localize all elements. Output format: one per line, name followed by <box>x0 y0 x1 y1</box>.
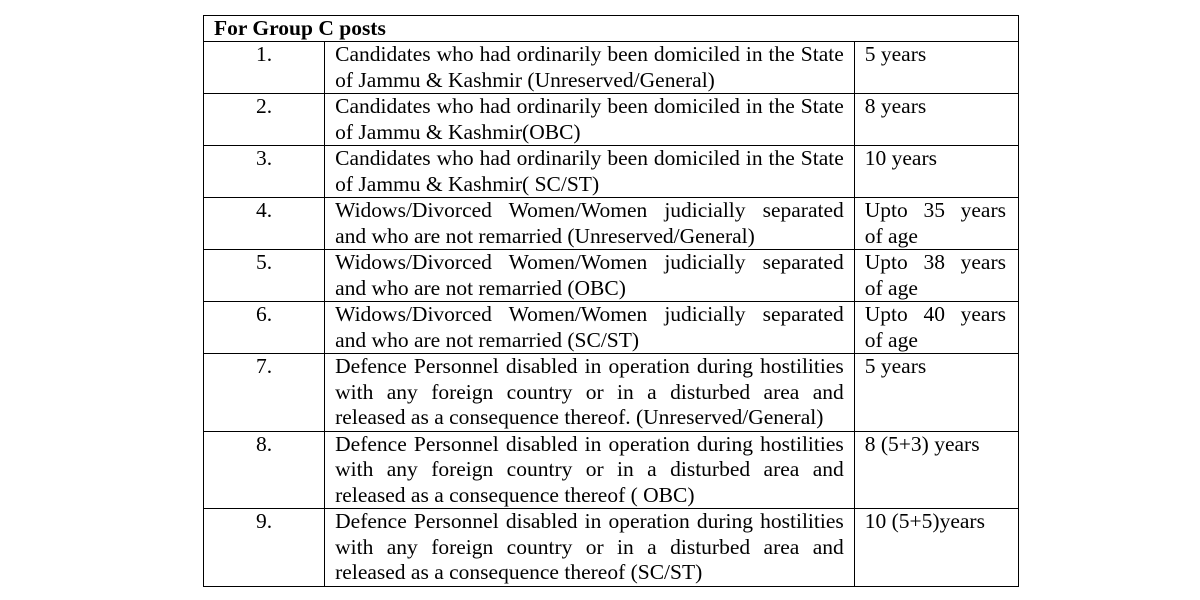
row-number <box>204 198 325 250</box>
row-number-text: 1. <box>256 42 273 66</box>
row-description: Defence Personnel disabled in operation during hostilities with any foreign country or in a disturbed area and released as a consequence thereof (SC/ST) <box>325 509 855 587</box>
row-description: Widows/Divorced Women/Women judicially separated and who are not remarried (OBC) <box>325 250 855 302</box>
table-row <box>204 146 1019 198</box>
row-number-text: 6. <box>256 302 273 326</box>
age-relaxation-table <box>203 15 1019 587</box>
row-relaxation: Upto 38 years of age <box>854 250 1018 302</box>
table-row <box>204 431 1019 509</box>
row-number <box>204 94 325 146</box>
table-header-row <box>204 16 1019 42</box>
row-number-text: 4. <box>256 198 273 222</box>
row-number <box>204 354 325 432</box>
row-description: Widows/Divorced Women/Women judicially separated and who are not remarried (Unreserved/General) <box>325 198 855 250</box>
row-relaxation: 5 years <box>854 354 1018 432</box>
table-row <box>204 250 1019 302</box>
row-number-text: 7. <box>256 354 273 378</box>
row-number <box>204 431 325 509</box>
table-row <box>204 354 1019 432</box>
row-number-text: 2. <box>256 94 273 118</box>
row-relaxation: 5 years <box>854 42 1018 94</box>
row-description: Defence Personnel disabled in operation during hostilities with any foreign country or in a disturbed area and released as a consequence thereof. (Unreserved/General) <box>325 354 855 432</box>
table-row <box>204 94 1019 146</box>
row-number <box>204 146 325 198</box>
row-description: Defence Personnel disabled in operation during hostilities with any foreign country or in a disturbed area and released as a consequence thereof ( OBC) <box>325 431 855 509</box>
row-description: Candidates who had ordinarily been domiciled in the State of Jammu & Kashmir( SC/ST) <box>325 146 855 198</box>
row-description: Candidates who had ordinarily been domiciled in the State of Jammu & Kashmir(OBC) <box>325 94 855 146</box>
row-number <box>204 302 325 354</box>
row-number <box>204 42 325 94</box>
row-number-text: 3. <box>256 146 273 170</box>
row-relaxation: Upto 35 years of age <box>854 198 1018 250</box>
table-row <box>204 42 1019 94</box>
row-number <box>204 250 325 302</box>
row-relaxation: Upto 40 years of age <box>854 302 1018 354</box>
row-relaxation: 10 (5+5)years <box>854 509 1018 587</box>
row-number-text: 8. <box>256 431 273 456</box>
row-relaxation: 10 years <box>854 146 1018 198</box>
table-row <box>204 198 1019 250</box>
row-description: Candidates who had ordinarily been domiciled in the State of Jammu & Kashmir (Unreserved/General) <box>325 42 855 94</box>
table-row <box>204 509 1019 587</box>
table-header: For Group C posts <box>204 16 1019 42</box>
row-number-text: 5. <box>256 250 273 274</box>
row-relaxation: 8 years <box>854 94 1018 146</box>
row-number <box>204 509 325 587</box>
row-description: Widows/Divorced Women/Women judicially separated and who are not remarried (SC/ST) <box>325 302 855 354</box>
row-number-text: 9. <box>256 509 273 533</box>
row-relaxation: 8 (5+3) years <box>854 431 1018 509</box>
table-row <box>204 302 1019 354</box>
